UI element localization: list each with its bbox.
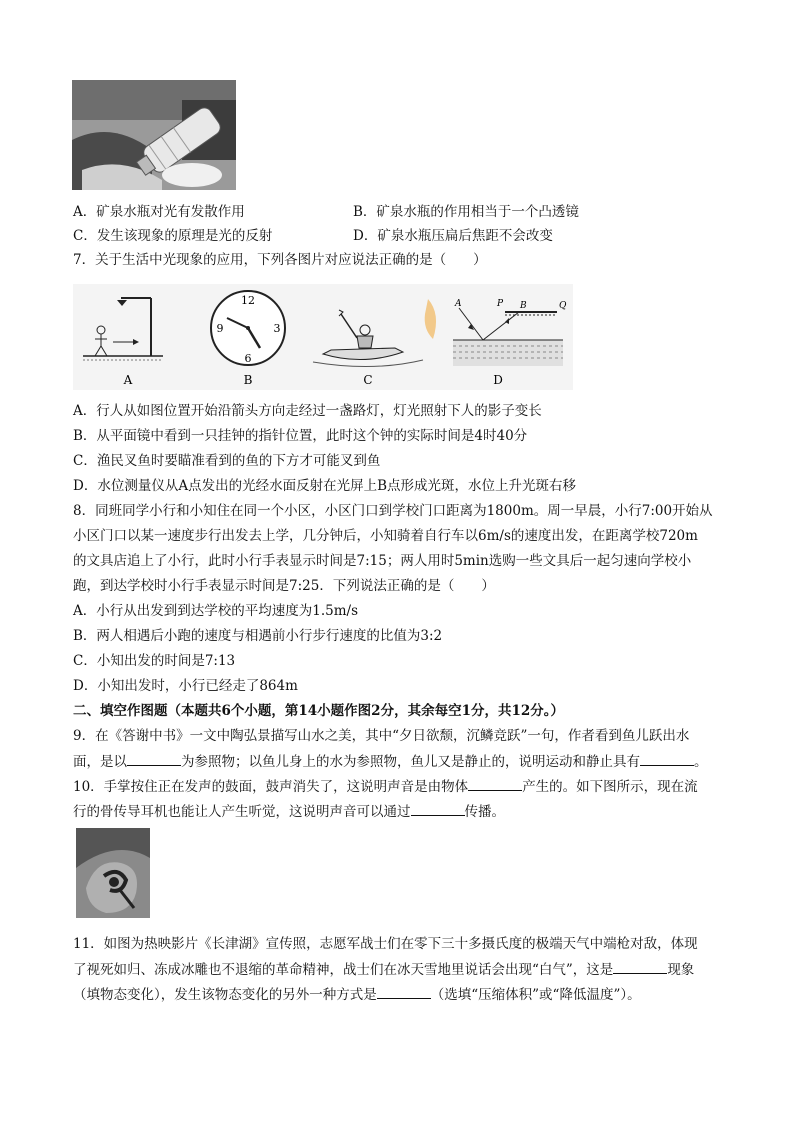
q7-stem: 7．关于生活中光现象的应用，下列各图片对应说法正确的是（ ）	[73, 252, 487, 268]
clock-numeral-3: 3	[273, 322, 281, 335]
q10-text-d: 传播。	[464, 804, 505, 820]
q8-stem-line-2: 小区门口以某一速度步行出发去上学，几分钟后，小知骑着自行车以6m/s的速度出发，在距离学校720m	[73, 528, 698, 544]
fig-label-c: C	[363, 373, 373, 387]
q10-text-a: 10．手掌按住正在发声的鼓面，鼓声消失了，这说明声音是由物体	[73, 779, 469, 795]
q11-text-d: （选填“压缩体积”或“降低温度”）。	[430, 987, 641, 1003]
fig-label-a: A	[123, 373, 133, 387]
q9-blank-1[interactable]	[127, 751, 181, 766]
q11-text-b: 现象	[667, 962, 695, 978]
q11-text-c: （填物态变化），发生该物态变化的另外一种方式是	[73, 987, 377, 1003]
q10-blank-1[interactable]	[468, 776, 522, 791]
q10-line-2	[73, 801, 505, 822]
point-p-label: P	[497, 299, 504, 309]
q11-line-3	[73, 984, 641, 1005]
q11-line-1: 11．如图为热映影片《长津湖》宣传照，志愿军战士们在零下三十多摄氏度的极端天气中端枪对敌，体现	[73, 936, 698, 952]
q10-line-1	[73, 776, 698, 797]
bone-conduction-headphone-photo	[76, 828, 150, 918]
q11-blank-1[interactable]	[613, 959, 667, 974]
q11-text-a: 了视死如归、冻成冰雕也不退缩的革命精神，战士们在冰天雪地里说话会出现“白气”，这是	[73, 962, 614, 978]
q6-options-row-2	[73, 226, 723, 246]
q9-line-1: 9．在《答谢中书》一文中陶弘景描写山水之美，其中“夕日欲颓，沉鳞竞跃”一句，作者看到鱼儿跃出水	[73, 728, 690, 744]
q11-blank-2[interactable]	[377, 984, 431, 999]
q8-option-b: B．两人相遇后小跑的速度与相遇前小行步行速度的比值为3:2	[73, 628, 443, 644]
q9-text-a: 面，是以	[73, 754, 127, 770]
point-q-label: Q	[559, 301, 567, 311]
q9-text-c: 。	[694, 754, 708, 770]
q7-option-a: A．行人从如图位置开始沿箭头方向走经过一盏路灯，灯光照射下人的影子变长	[73, 403, 542, 419]
q9-blank-2[interactable]	[640, 751, 694, 766]
q6-option-b: B．矿泉水瓶的作用相当于一个凸透镜	[353, 204, 579, 220]
q7-option-c: C．渔民叉鱼时要瞄准看到的鱼的下方才可能叉到鱼	[73, 453, 381, 469]
q10-blank-2[interactable]	[411, 801, 465, 816]
q8-stem-line-4: 跑，到达学校时小行手表显示时间是7:25．下列说法正确的是（ ）	[73, 578, 495, 594]
clock-numeral-6: 6	[244, 352, 252, 365]
q8-stem-line-3: 的文具店追上了小行，此时小行手表显示时间是7:15；两人用时5min选购一些文具后一起匀速向学校小	[73, 553, 692, 569]
q9-text-b: 为参照物；以鱼儿身上的水为参照物，鱼儿又是静止的，说明运动和静止具有	[181, 754, 640, 770]
q9-line-2	[73, 751, 708, 772]
q10-text-b: 产生的。如下图所示，现在流	[522, 779, 698, 795]
clock-numeral-12: 12	[241, 294, 255, 307]
fig-label-d: D	[493, 373, 503, 387]
section-2-title: 二、填空作图题（本题共6个小题，第14小题作图2分，其余每空1分，共12分。）	[73, 703, 565, 719]
q6-option-a: A．矿泉水瓶对光有发散作用	[73, 204, 245, 220]
q8-stem-line-1: 8．同班同学小行和小知住在同一个小区，小区门口到学校门口距离为1800m。周一早晨，小行7:00开始从	[73, 503, 713, 519]
q6-options-row-1	[73, 202, 723, 222]
q7-figures	[73, 284, 573, 390]
q8-option-c: C．小知出发的时间是7:13	[73, 653, 236, 669]
fig-label-b: B	[243, 373, 253, 387]
point-a-label: A	[455, 299, 462, 309]
clock-numeral-9: 9	[216, 322, 224, 335]
q8-option-a: A．小行从出发到到达学校的平均速度为1.5m/s	[73, 603, 358, 619]
q11-line-2	[73, 959, 694, 980]
q6-option-c: C．发生该现象的原理是光的反射	[73, 228, 273, 244]
q6-option-d: D．矿泉水瓶压扁后焦距不会改变	[353, 228, 553, 244]
q10-text-c: 行的骨传导耳机也能让人产生听觉，这说明声音可以通过	[73, 804, 411, 820]
q7-option-b: B．从平面镜中看到一只挂钟的指针位置，此时这个钟的实际时间是4时40分	[73, 428, 528, 444]
water-bottle-photo	[72, 80, 236, 190]
q8-option-d: D．小知出发时，小行已经走了864m	[73, 678, 298, 694]
q7-option-d: D．水位测量仪从A点发出的光经水面反射在光屏上B点形成光斑，水位上升光斑右移	[73, 478, 576, 494]
point-b-label: B	[520, 301, 527, 311]
mirror-clock-figure	[211, 291, 285, 365]
